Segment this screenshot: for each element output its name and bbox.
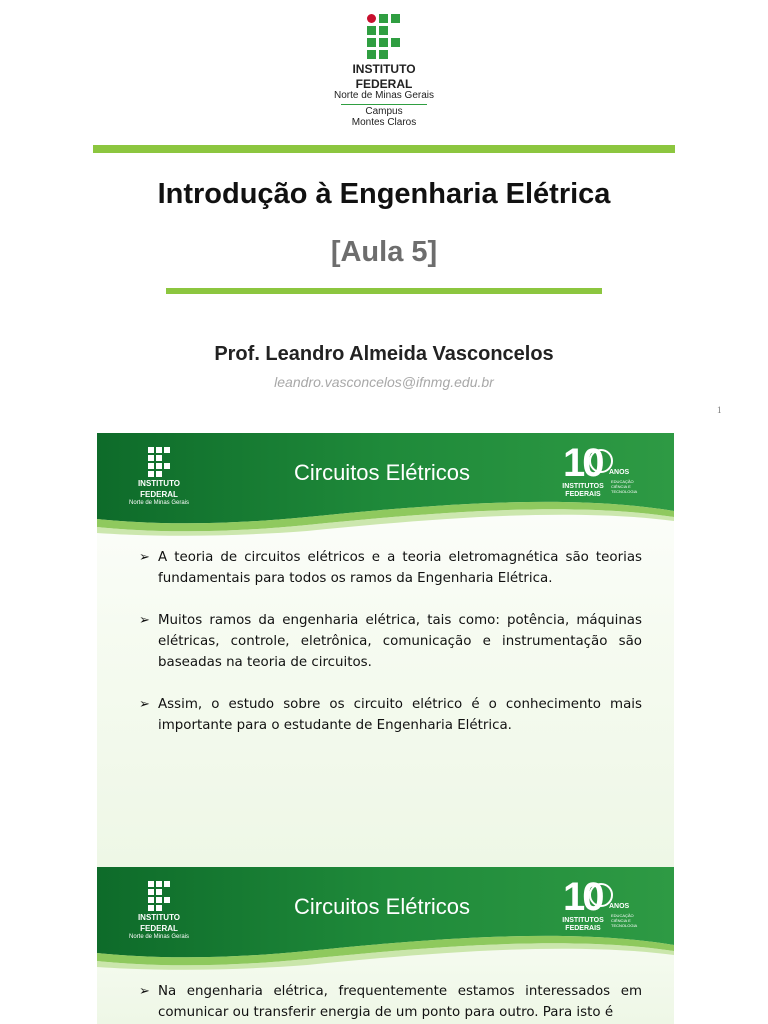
campus-label: Campus: [365, 106, 403, 117]
badge-small-line2: CIÊNCIA E: [611, 484, 631, 489]
badge-small-line3: TECNOLOGIA: [611, 923, 638, 928]
bullet-text: A teoria de circuitos elétricos e a teoria eletromagnética são teorias fundamentais para todos os ramos da Engenharia Elétrica.: [158, 550, 642, 586]
list-item: [137, 610, 642, 673]
professor-name: Prof. Leandro Almeida Vasconcelos: [214, 343, 554, 365]
institution-logo: [320, 14, 448, 128]
bullet-text: Na engenharia elétrica, frequentemente estamos interessados em comunicar ou transferir energia de um ponto para outro. Para isto é: [158, 984, 642, 1020]
bullet-text: Muitos ramos da engenharia elétrica, tais como: potência, máquinas elétricas, controle, eletrônica, comunicação e instrumentação são baseadas na teoria de circuitos.: [158, 613, 642, 670]
slide-header: [97, 867, 674, 972]
badge-small-text: [611, 479, 643, 494]
page-title: Introdução à Engenharia Elétrica: [157, 178, 611, 210]
lesson-label: [Aula 5]: [330, 236, 438, 268]
arrow-bullet-icon: ➢: [139, 984, 150, 999]
page-number: 1: [717, 405, 722, 415]
logo-divider: [341, 104, 427, 105]
logo-text-line1: INSTITUTO: [137, 479, 181, 488]
slide-title: Circuitos Elétricos: [293, 460, 471, 485]
institution-subtitle: Norte de Minas Gerais: [333, 90, 435, 101]
logo-text-line3: Norte de Minas Gerais: [128, 934, 190, 940]
badge-label: [557, 483, 609, 499]
campus-name: Montes Claros: [351, 117, 417, 128]
badge-number: 10: [563, 441, 602, 485]
top-accent-bar: [93, 145, 675, 153]
logo-text-line2: FEDERAL: [140, 490, 178, 499]
slide-institution-logo: [119, 447, 199, 507]
if-logo-icon: [148, 881, 170, 911]
badge-label: [557, 917, 609, 933]
slide-header: [97, 433, 674, 538]
institution-name-line2: FEDERAL: [355, 77, 413, 91]
institution-name-line1: INSTITUTO: [352, 62, 416, 76]
if-logo-icon: [367, 14, 401, 60]
bullet-list: [137, 981, 642, 1024]
ten-years-badge: [557, 877, 643, 937]
ten-years-badge: [557, 443, 643, 503]
bullet-list: [137, 547, 642, 757]
logo-text-line2: FEDERAL: [140, 924, 178, 933]
logo-text-line3: Norte de Minas Gerais: [128, 500, 190, 506]
slide-1: [97, 433, 674, 867]
arrow-bullet-icon: ➢: [139, 613, 150, 628]
middle-accent-bar: [166, 288, 602, 294]
list-item: [137, 981, 642, 1023]
professor-email: leandro.vasconcelos@ifnmg.edu.br: [274, 374, 494, 390]
badge-small-line2: CIÊNCIA E: [611, 918, 631, 923]
badge-label-line2: FEDERAIS: [565, 491, 601, 498]
bullet-text: Assim, o estudo sobre os circuito elétrico é o conhecimento mais importante para o estudante de Engenharia Elétrica.: [158, 697, 642, 733]
if-logo-icon: [148, 447, 170, 477]
badge-anos: ANOS: [609, 469, 630, 476]
badge-small-line1: EDUCAÇÃO: [611, 479, 634, 484]
badge-anos: ANOS: [609, 903, 630, 910]
logo-text-line1: INSTITUTO: [137, 913, 181, 922]
slide-2: [97, 867, 674, 1024]
badge-label-line1: INSTITUTOS: [562, 917, 604, 924]
slide-title: Circuitos Elétricos: [293, 894, 471, 919]
badge-small-line3: TECNOLOGIA: [611, 489, 638, 494]
arrow-bullet-icon: ➢: [139, 697, 150, 712]
list-item: [137, 694, 642, 736]
badge-small-line1: EDUCAÇÃO: [611, 913, 634, 918]
list-item: [137, 547, 642, 589]
badge-number: 10: [563, 875, 602, 919]
badge-label-line1: INSTITUTOS: [562, 483, 604, 490]
badge-small-text: [611, 913, 643, 928]
slide-institution-logo: [119, 881, 199, 941]
badge-label-line2: FEDERAIS: [565, 925, 601, 932]
arrow-bullet-icon: ➢: [139, 550, 150, 565]
